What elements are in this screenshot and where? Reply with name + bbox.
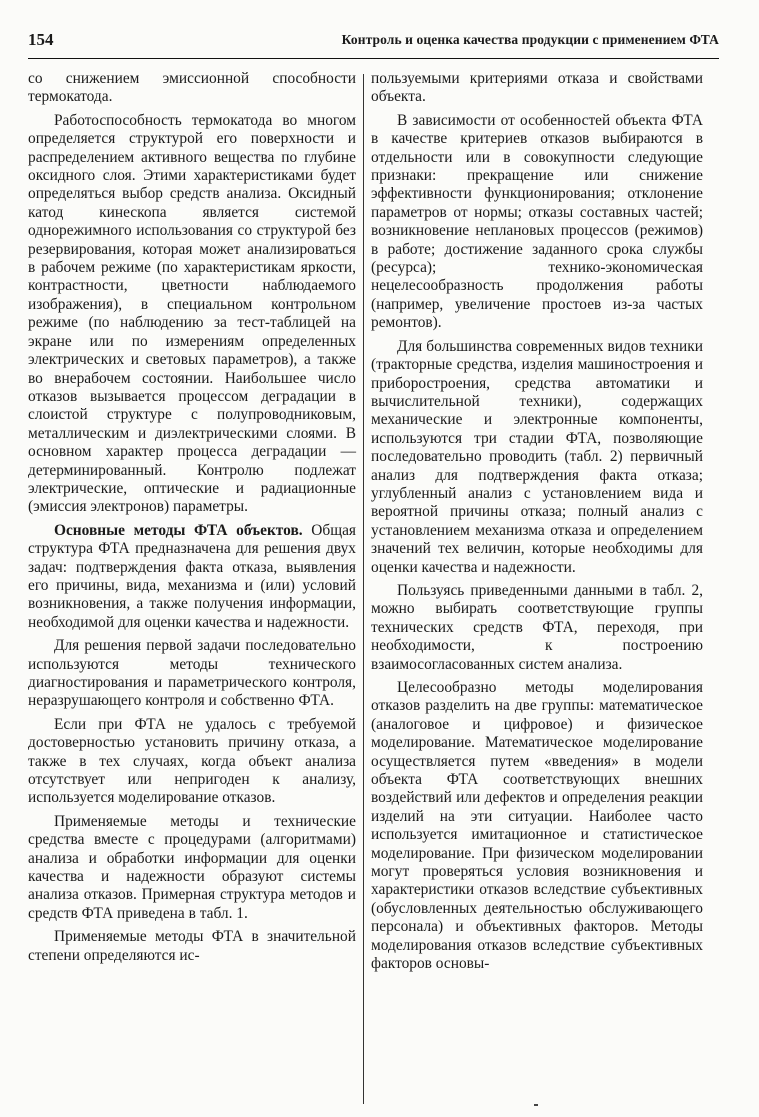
page-number: 154 — [28, 30, 54, 49]
paragraph: Применяемые методы и технические средства вместе с процедурами (алгоритмами) анализа и обработки информации для оценки качества и надежности образуют системы анализа отказов. Примерная структура методов и средств ФТА приведена в табл. 1. — [28, 812, 356, 922]
paragraph: Целесообразно методы моделирования отказов разделить на две группы: математическое (аналоговое и цифровое) и физическое моделирование. Математическое моделирование осуществляется путем «введения» в модели объекта ФТА соответствующих внешних воздействий или дефектов и определения реакции изделий на эти ситуации. Наиболее часто используется имитационное и статистическое моделирование. При физическом моделировании могут проверяться условия возникновения и характеристики отказов вследствие субъективных (обусловленных деятельностью обслуживающего персонала) и объективных факторов. Методы моделирования отказов вследствие субъективных факторов основы- — [371, 679, 703, 973]
paragraph: Работоспособность термокатода во многом определяется структурой его поверхности и распределением активного вещества по глубине оксидного слоя. Этими характеристиками будет определяться выбор средств анализа. Оксидный катод кинескопа является системой однорежимного использования со структурой без резервирования, которая может анализироваться в рабочем режиме (по характеристикам яркости, контрастности, цветности наблюдаемого изображения), в специальном контрольном режиме (по наблюдению за тест-таблицей на экране или по измерениям определенных электрических и световых параметров), а также во внерабочем состоянии. Наибольшее число отказов вызывается процессом деградации в слоистой структуре с полупроводниковым, металлическим и диэлектрическими слоями. В основном характер процесса деградации — детерминированный. Контролю подлежат электрические, оптические и радиационные (эмиссия электронов) параметры. — [28, 111, 356, 516]
paragraph: Для решения первой задачи последовательно используются методы технического диагностирования и параметрического контроля, неразрушающего контроля и собственно ФТА. — [28, 637, 356, 710]
running-title: Контроль и оценка качества продукции с применением ФТА — [341, 32, 719, 47]
section-title: Основные методы ФТА объектов. — [54, 521, 303, 539]
left-column — [28, 70, 356, 970]
paragraph: Если при ФТА не удалось с требуемой достоверностью установить причину отказа, а также в тех случаях, когда объект анализа отсутствует или непригоден к анализу, используется моделирование отказов. — [28, 715, 356, 807]
right-column — [371, 70, 703, 979]
paragraph: Пользуясь приведенными данными в табл. 2, можно выбирать соответствующие группы технических средств ФТА, переходя, при необходимости, к построению взаимосогласованных систем анализа. — [371, 581, 703, 673]
section-text: Общая структура ФТА предназначена для решения двух задач: подтверждения факта отказа, выявления его причины, вида, механизма и (или) условий возникновения, а также получения информации, необходимой для оценки качества и надежности. — [28, 521, 356, 631]
paragraph: Применяемые методы ФТА в значительной степени определяются ис- — [28, 928, 356, 964]
paragraph: пользуемыми критериями отказа и свойствами объекта. — [371, 70, 703, 106]
column-rule — [363, 74, 364, 1104]
paragraph: со снижением эмиссионной способности термокатода. — [28, 70, 356, 106]
paragraph: В зависимости от особенностей объекта ФТА в качестве критериев отказов выбираются в отдельности или в совокупности следующие признаки: прекращение или снижение эффективности функционирования; отклонение параметров от нормы; отказы составных частей; возникновение неплановых процессов (режимов) в работе; достижение заданного срока службы (ресурса); технико-экономическая нецелесообразность продолжения работы (например, увеличение простоев из-за частых ремонтов). — [371, 111, 703, 332]
header-rule — [28, 58, 719, 59]
print-speck — [534, 1104, 538, 1106]
section-paragraph — [28, 522, 356, 632]
paragraph: Для большинства современных видов техники (тракторные средства, изделия машиностроения и приборостроения, средства автоматики и вычислительной техники), содержащих механические и электронные компоненты, используются три стадии ФТА, позволяющие последовательно проводить (табл. 2) первичный анализ для подтверждения факта отказа; углубленный анализ с установлением вида и вероятной причины отказа; полный анализ с установлением механизма отказа и определением значений тех величин, которые необходимы для оценки качества и надежности. — [371, 337, 703, 576]
